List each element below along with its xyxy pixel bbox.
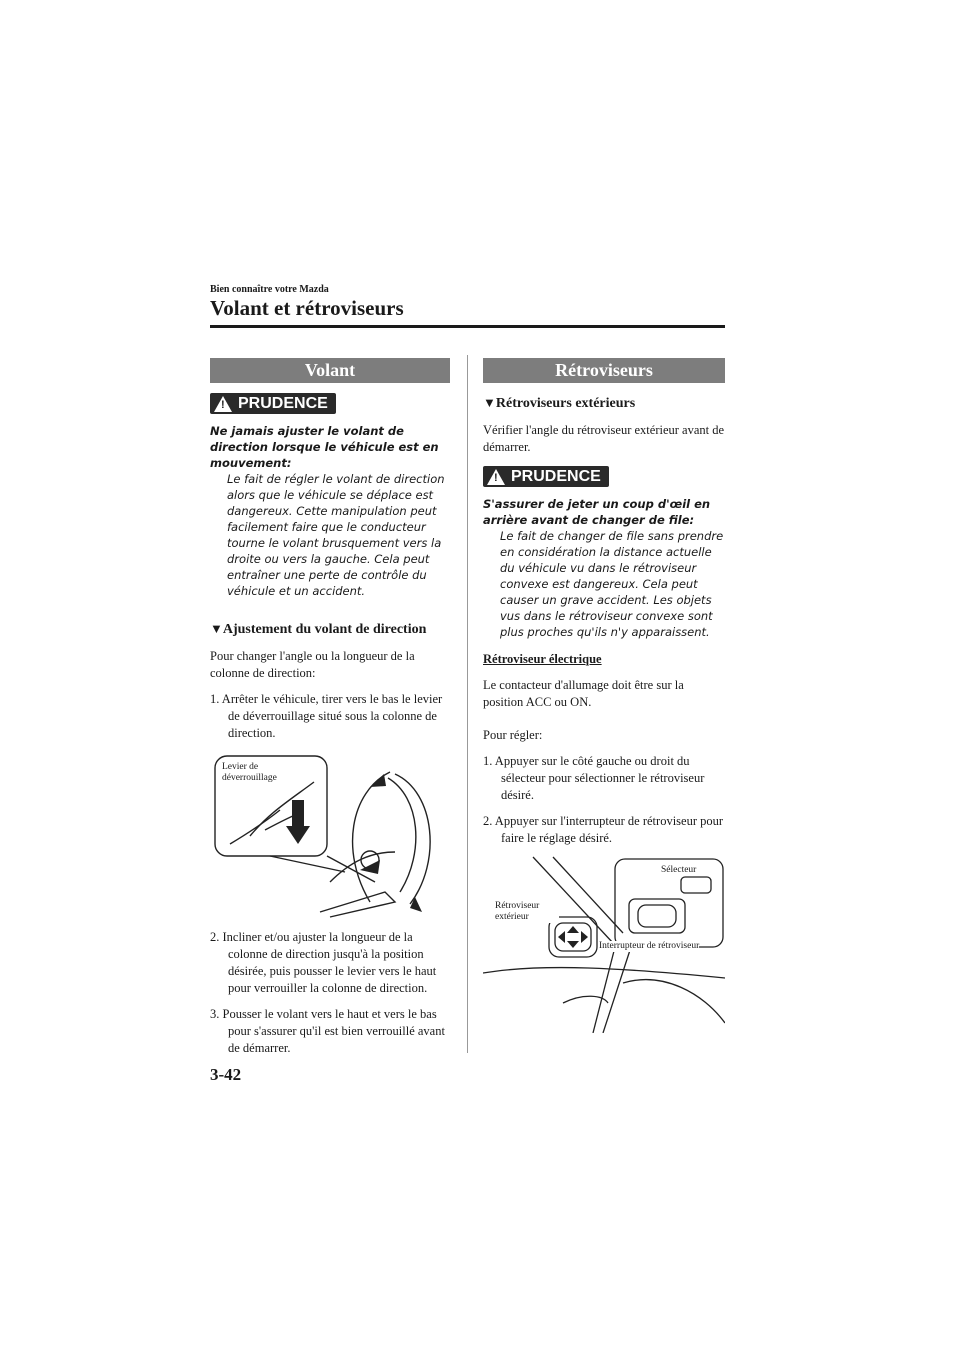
subhead-exterior-mirrors: ▼Rétroviseurs extérieurs (483, 395, 636, 411)
list-item-step2: 2. Incliner et/ou ajuster la longueur de la colonne de direction jusqu'à la position désirée, puis pousser le levier vers le haut pour verrouiller la colonne de direction. (210, 929, 437, 995)
subhead-steering: ▼Ajustement du volant de direction (210, 620, 427, 637)
warning-badge (483, 466, 609, 487)
fig-label-lever: Levier de déverrouillage (222, 762, 284, 784)
paragraph-adjust: Pour régler: (483, 727, 543, 742)
warning-badge (210, 393, 336, 414)
warning-label: PRUDENCE (238, 394, 328, 412)
steering-figure (210, 752, 450, 920)
warning-icon: ! (487, 469, 505, 485)
banner-retroviseurs: Rétroviseurs (483, 358, 725, 383)
banner-volant: Volant (210, 358, 450, 383)
warning-body: Le fait de régler le volant de direction alors que le véhicule se déplace est dangereux. Cette manipulation peut facilement faire que le conducteur tourne le volant brusquement vers la droite ou vers la gauche. Cela peut entraîner une perte de contrôle du véhicule et un accident. (227, 471, 445, 598)
warning-label: PRUDENCE (511, 467, 601, 485)
mirror-figure (483, 853, 725, 1033)
triangle-down-icon: ▼ (210, 620, 223, 636)
warning-title: S'assurer de jeter un coup d'œil en arrière avant de changer de file: (483, 496, 711, 527)
list-item-step1: 1. Arrêter le véhicule, tirer vers le bas le levier de déverrouillage situé sous la colonne de direction. (210, 691, 443, 740)
page-number: 3-42 (210, 1065, 242, 1084)
triangle-down-icon: ▼ (483, 395, 496, 410)
title-rule (210, 325, 725, 328)
paragraph-power: Le contacteur d'allumage doit être sur la position ACC ou ON. (483, 677, 684, 709)
column-divider (467, 355, 468, 1053)
left-column (210, 358, 450, 1057)
fig-label-selector: Sélecteur (661, 864, 697, 875)
paragraph-mirror-intro: Vérifier l'angle du rétroviseur extérieur avant de démarrer. (483, 423, 725, 454)
warning-icon: ! (214, 396, 232, 412)
warning-body: Le fait de changer de file sans prendre en considération la distance actuelle du véhicule vu dans le rétroviseur convexe est dangereux. Cela peut causer un grave accident. Les objets vus dans le rétroviseur convexe sont plus proches qu'ils n'y apparaissent. (500, 528, 724, 639)
warning-title: Ne jamais ajuster le volant de direction lorsque le véhicule est en mouvement: (210, 423, 439, 470)
page-title: Volant et rétroviseurs (210, 296, 404, 320)
list-item-step1: 1. Appuyer sur le côté gauche ou droit du sélecteur pour sélectionner le rétroviseur désiré. (483, 753, 705, 802)
list-item-step3: 3. Pousser le volant vers le haut et vers le bas pour s'assurer qu'il est bien verrouillé avant de démarrer. (210, 1006, 445, 1055)
fig-label-exterior-mirror: Rétroviseur extérieur (495, 901, 559, 923)
right-column (483, 358, 725, 1033)
power-mirror-heading: Rétroviseur électrique (483, 651, 602, 666)
list-item-step2: 2. Appuyer sur l'interrupteur de rétroviseur pour faire le réglage désiré. (483, 813, 724, 845)
fig-label-mirror-switch: Interrupteur de rétroviseur (599, 940, 700, 951)
paragraph-intro: Pour changer l'angle ou la longueur de la colonne de direction: (210, 648, 415, 680)
section-label: Bien connaître votre Mazda (210, 284, 329, 295)
